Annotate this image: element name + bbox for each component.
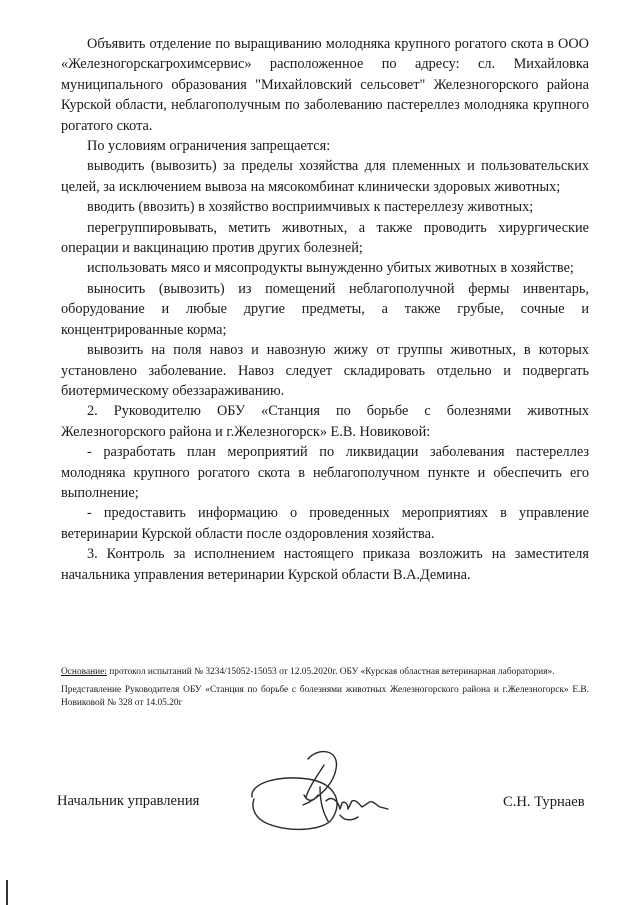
- basis-label: Основание:: [61, 667, 107, 677]
- signatory-title: Начальник управления: [57, 793, 200, 809]
- footnotes: [61, 666, 589, 715]
- paragraph-restriction-export: выводить (вывозить) за пределы хозяйства для племенных и пользовательских целей, за исключением вывоза на мясокомбинат клинически здоровых животных;: [61, 158, 589, 195]
- paragraph-restrictions-intro: По условиям ограничения запрещается:: [87, 138, 331, 155]
- basis-text: протокол испытаний № 3234/15052-15053 от 12.05.2020г. ОБУ «Курская областная ветеринарная лаборатория».: [106, 667, 555, 677]
- paragraph-restriction-import: вводить (ввозить) в хозяйство восприимчивых к пастереллезу животных;: [87, 199, 534, 216]
- paragraph-restriction-equipment: выносить (вывозить) из помещений неблагополучной фермы инвентарь, оборудование и любые другие предметы, а также грубые, сочные и концентрированные корма;: [61, 280, 589, 338]
- paragraph-item-3: 3. Контроль за исполнением настоящего приказа возложить на заместителя начальника управления ветеринарии Курской области В.А.Демина.: [61, 546, 589, 583]
- footnote-basis: [61, 666, 589, 680]
- paragraph-restriction-regroup: перегруппировывать, метить животных, а также проводить хирургические операции и вакцинацию против других болезней;: [61, 219, 589, 257]
- footnote-submission: Представление Руководителя ОБУ «Станция по борьбе с болезнями животных Железногорского района и г.Железногорск» Е.В. Новиковой № 328 от 14.05.20г: [61, 684, 589, 708]
- paragraph-restriction-manure: вывозить на поля навоз и навозную жижу от группы животных, в которых установлено заболевание. Навоз следует складировать отдельно и подвергать биотермическому обеззараживанию.: [61, 342, 589, 399]
- paragraph-declaration: Объявить отделение по выращиванию молодняка крупного рогатого скота в ООО «Железногорскагрохимсервис» расположенное по адресу: сл. Михайловка муниципального образования "Михайловский сельсовет" Железногорского района Курской области, неблагополучным по заболеванию пастереллез молодняка крупного рогатого скота.: [61, 36, 589, 134]
- paragraph-item-2: 2. Руководителю ОБУ «Станция по борьбе с болезнями животных Железногорского района и г.Железногорск» Е.В. Новиковой:: [61, 403, 589, 440]
- paragraph-report: - предоставить информацию о проведенных мероприятиях в управление ветеринарии Курской области после оздоровления хозяйства.: [61, 505, 589, 542]
- paragraph-restriction-meat: использовать мясо и мясопродукты вынужденно убитых животных в хозяйстве;: [87, 260, 574, 277]
- signatory-name: С.Н. Турнаев: [503, 794, 585, 810]
- handwritten-signature: [248, 745, 400, 835]
- order-body: [61, 34, 589, 585]
- paragraph-plan: - разработать план мероприятий по ликвидации заболевания пастереллез молодняка крупного рогатого скота в неблагополучном пункте и обеспечить его выполнение;: [61, 444, 589, 501]
- margin-mark: [6, 880, 8, 905]
